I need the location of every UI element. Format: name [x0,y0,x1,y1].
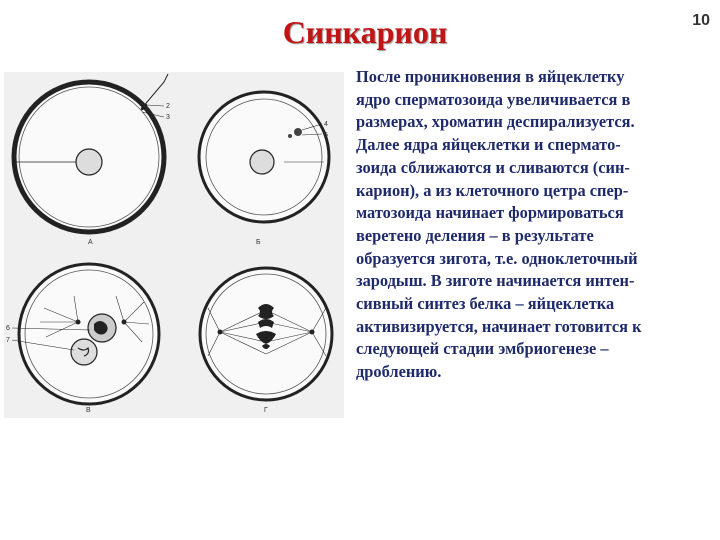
text-line: зародыш. В зиготе начинается интен- [356,271,635,291]
text-line: Далее ядра яйцеклетки и спермато- [356,135,621,155]
text-line: сивный синтез белка – яйцеклетка [356,294,615,314]
panel-label-a: А [88,239,93,246]
callout-7: 7 [6,337,10,344]
body-text [356,66,712,384]
panel-label-c: В [86,407,91,414]
slide-title: Синкарион [282,14,448,50]
text-line: образуется зигота, т.е. одноклеточный [356,248,638,268]
text-line: веретено деления – в результате [356,225,594,245]
fertilization-figure [4,72,344,418]
panel-c-cell [12,264,159,404]
text-line: матозоида начинает формироваться [356,203,624,223]
callout-5: 5 [324,132,328,139]
page-number: 10 [692,12,710,29]
text-line: ядро сперматозоида увеличивается в [356,89,631,109]
panel-label-b: Б [256,239,261,246]
panel-label-d: Г [264,407,268,414]
callout-6: 6 [6,325,10,332]
callout-3: 3 [166,114,170,121]
text-line: активизируется, начинает готовится к [356,316,642,336]
panel-a-cell [14,74,168,232]
text-line: карион), а из клеточного цетра спер- [356,180,629,200]
panel-d-cell [200,268,332,400]
text-line: зоида сближаются и сливаются (син- [356,157,630,177]
callout-2: 2 [166,103,170,110]
text-line: следующей стадии эмбриогенезе – [356,339,609,359]
text-line: размерах, хроматин деспирализуется. [356,112,635,132]
callout-4: 4 [324,121,328,128]
panel-b-cell [199,92,329,222]
text-line: После проникновения в яйцеклетку [356,67,625,86]
text-line: дроблению. [356,362,442,382]
